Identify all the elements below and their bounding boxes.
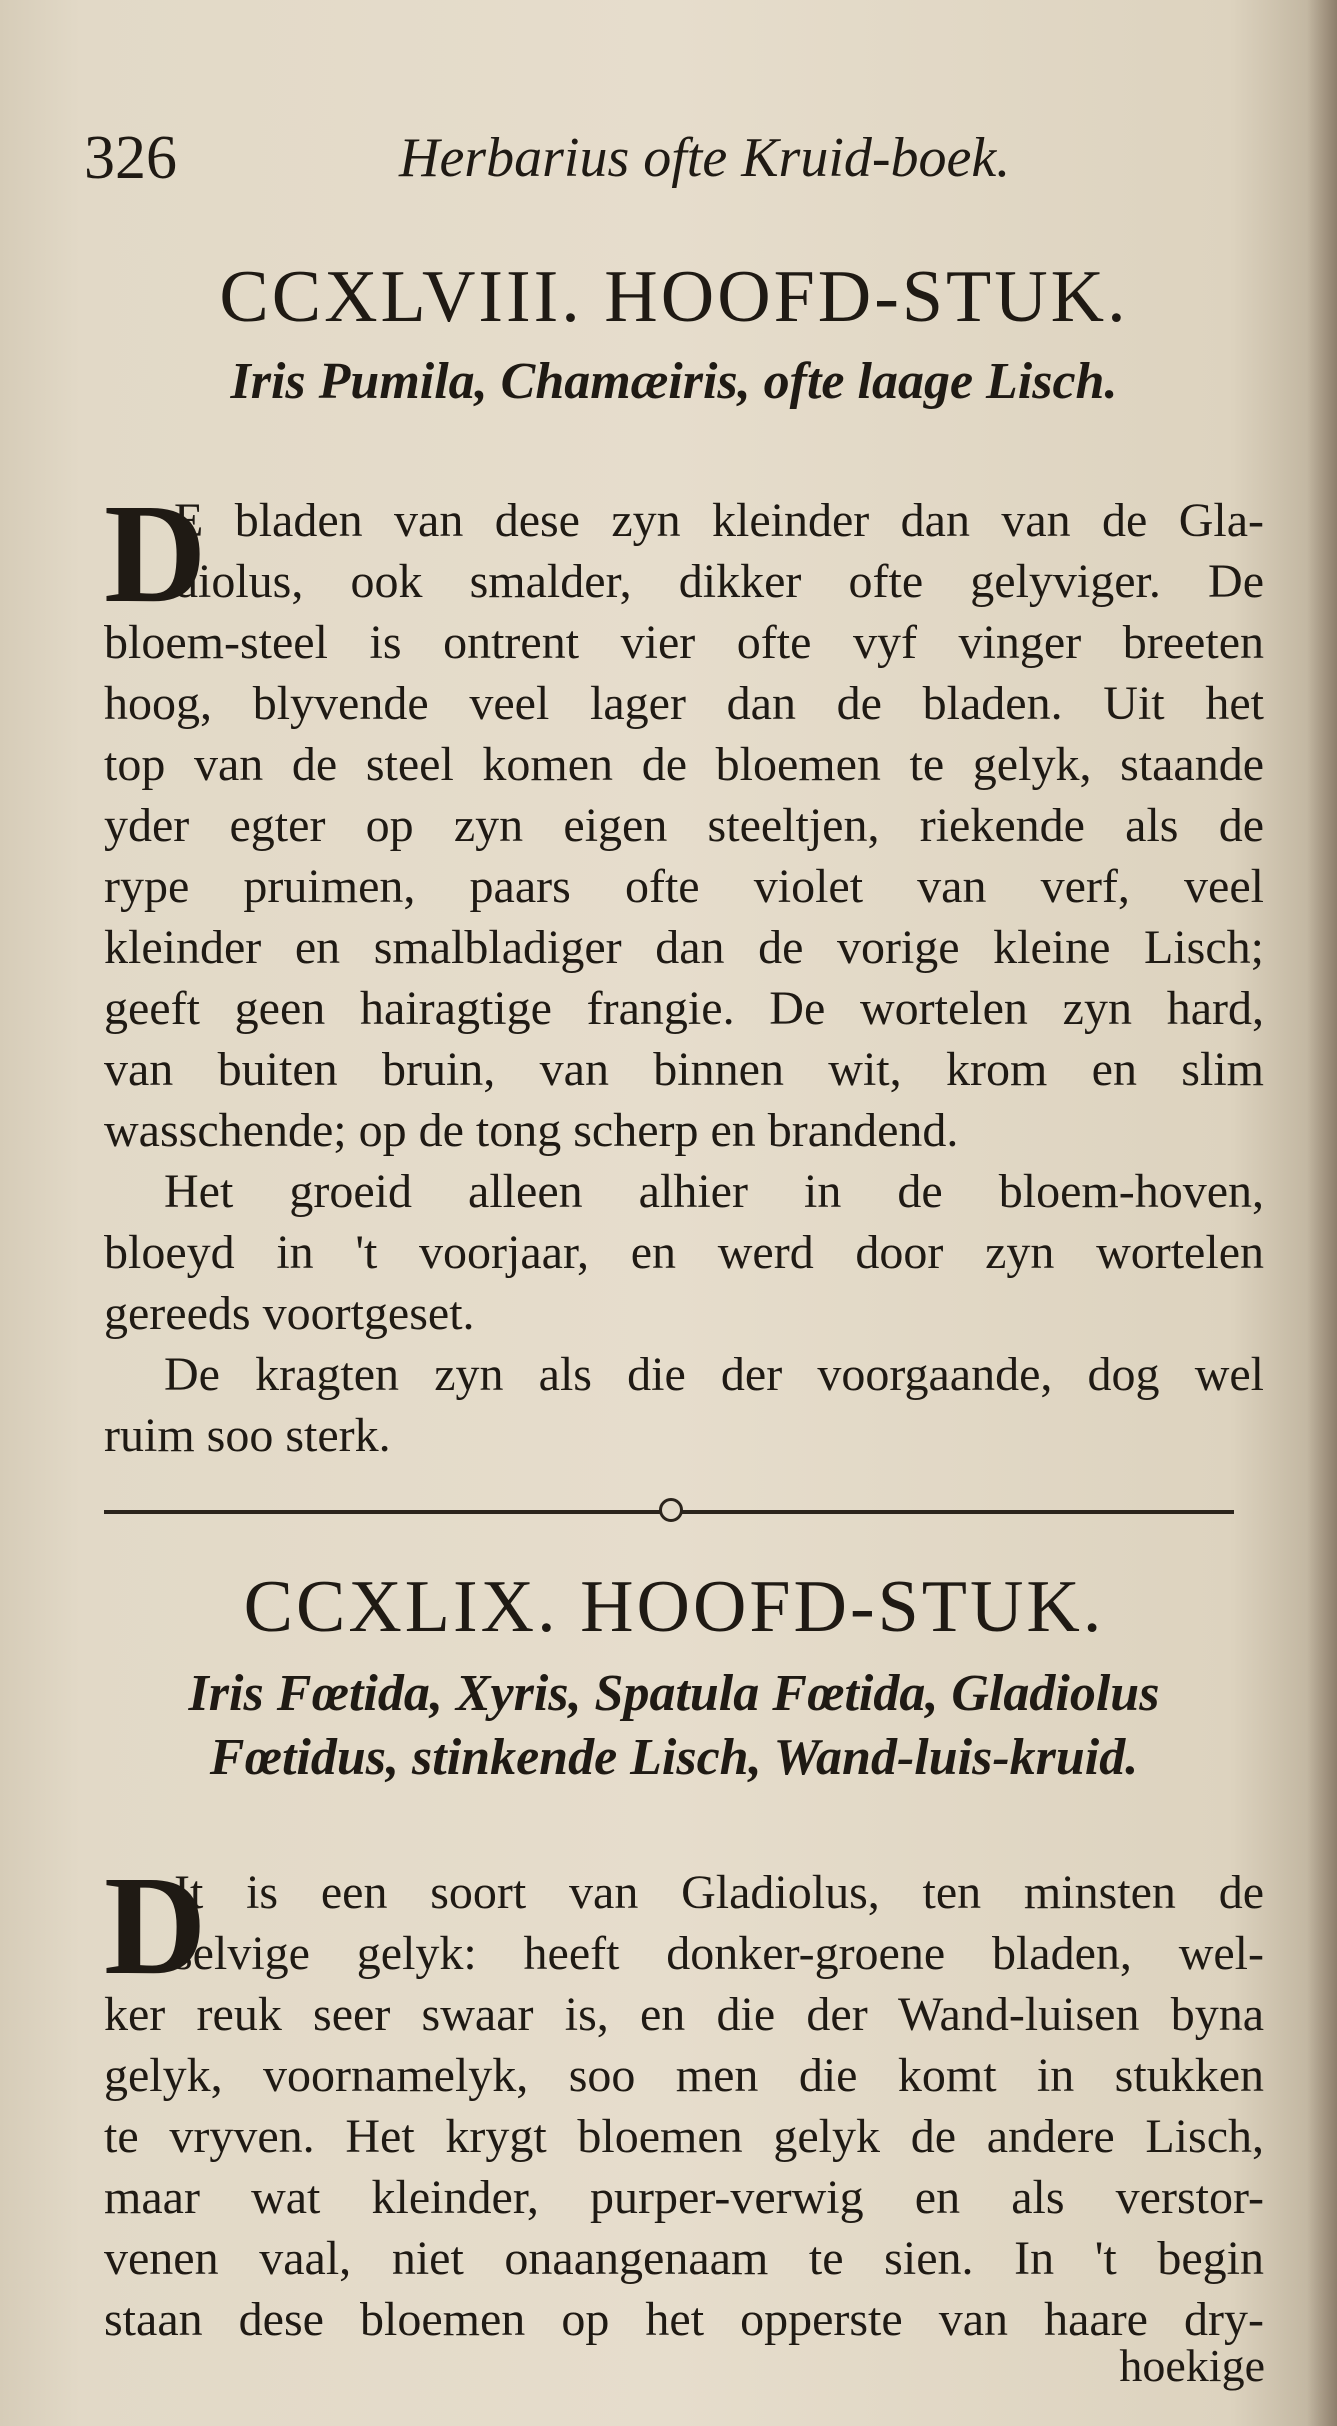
- chapter-title: CCXLIX. HOOFD-STUK.: [243, 1566, 1105, 1648]
- divider-ornament-icon: [659, 1498, 683, 1522]
- drop-cap: D: [104, 474, 207, 632]
- chapter-title: CCXLVIII. HOOFD-STUK.: [219, 256, 1129, 338]
- page-gutter-shadow: [1307, 0, 1337, 2426]
- text-line: geeft geen hairagtige frangie. De wortelen zyn hard,: [104, 982, 1264, 1035]
- text-line: ruim soo sterk.: [104, 1409, 391, 1462]
- chapter-subtitle: Iris Pumila, Chamæiris, ofte laage Lisch.: [230, 353, 1118, 410]
- text-line: hoog, blyvende veel lager dan de bladen. Uit het: [104, 677, 1264, 730]
- drop-cap: D: [104, 1846, 207, 2004]
- chapter-subtitle: Fœtidus, stinkende Lisch, Wand-luis-kruid.: [209, 1729, 1139, 1786]
- text-line: bloeyd in 't voorjaar, en werd door zyn wortelen: [104, 1226, 1264, 1279]
- text-line: yder egter op zyn eigen steeltjen, riekende als de: [104, 799, 1264, 852]
- text-line: bloem-steel is ontrent vier ofte vyf vinger breeten: [104, 616, 1264, 669]
- text-line: diolus, ook smalder, dikker ofte gelyviger. De: [174, 555, 1264, 608]
- running-head: [84, 118, 1264, 198]
- text-line: van buiten bruin, van binnen wit, krom en slim: [104, 1043, 1264, 1096]
- text-line: De kragten zyn als die der voorgaande, dog wel: [164, 1348, 1264, 1401]
- text-line: E bladen van dese zyn kleinder dan van de Gla-: [174, 494, 1264, 547]
- chapter-249-heading: [84, 1562, 1264, 1790]
- section-divider-rule: [104, 1510, 1234, 1514]
- text-line: kleinder en smalbladiger dan de vorige kleine Lisch;: [104, 921, 1264, 974]
- text-line: staan dese bloemen op het opperste van haare dry-: [104, 2293, 1264, 2346]
- chapter-249-body: [104, 1846, 1264, 2350]
- text-line: maar wat kleinder, purper-verwig en als verstor-: [104, 2171, 1264, 2224]
- text-line: te vryven. Het krygt bloemen gelyk de andere Lisch,: [104, 2110, 1264, 2163]
- chapter-248-heading: [84, 252, 1264, 414]
- text-line: gereeds voortgeset.: [104, 1287, 475, 1340]
- text-line: It is een soort van Gladiolus, ten minsten de: [174, 1866, 1264, 1919]
- text-line: venen vaal, niet onaangenaam te sien. In 't begin: [104, 2232, 1264, 2285]
- catchword: hoekige: [1119, 2340, 1265, 2391]
- text-line: rype pruimen, paars ofte violet van verf, veel: [104, 860, 1264, 913]
- chapter-subtitle: Iris Fœtida, Xyris, Spatula Fœtida, Gladiolus: [188, 1665, 1160, 1722]
- text-line: ker reuk seer swaar is, en die der Wand-luisen byna: [104, 1988, 1264, 2041]
- text-line: selvige gelyk: heeft donker-groene bladen, wel-: [174, 1927, 1264, 1980]
- page-number: 326: [84, 124, 177, 192]
- text-line: top van de steel komen de bloemen te gelyk, staande: [104, 738, 1264, 791]
- running-title: Herbarius ofte Kruid-boek.: [399, 127, 1011, 189]
- text-line: wasschende; op de tong scherp en brandend.: [104, 1104, 959, 1157]
- text-line: Het groeid alleen alhier in de bloem-hoven,: [164, 1165, 1264, 1218]
- chapter-248-body: [104, 474, 1264, 1466]
- text-line: gelyk, voornamelyk, soo men die komt in stukken: [104, 2049, 1264, 2102]
